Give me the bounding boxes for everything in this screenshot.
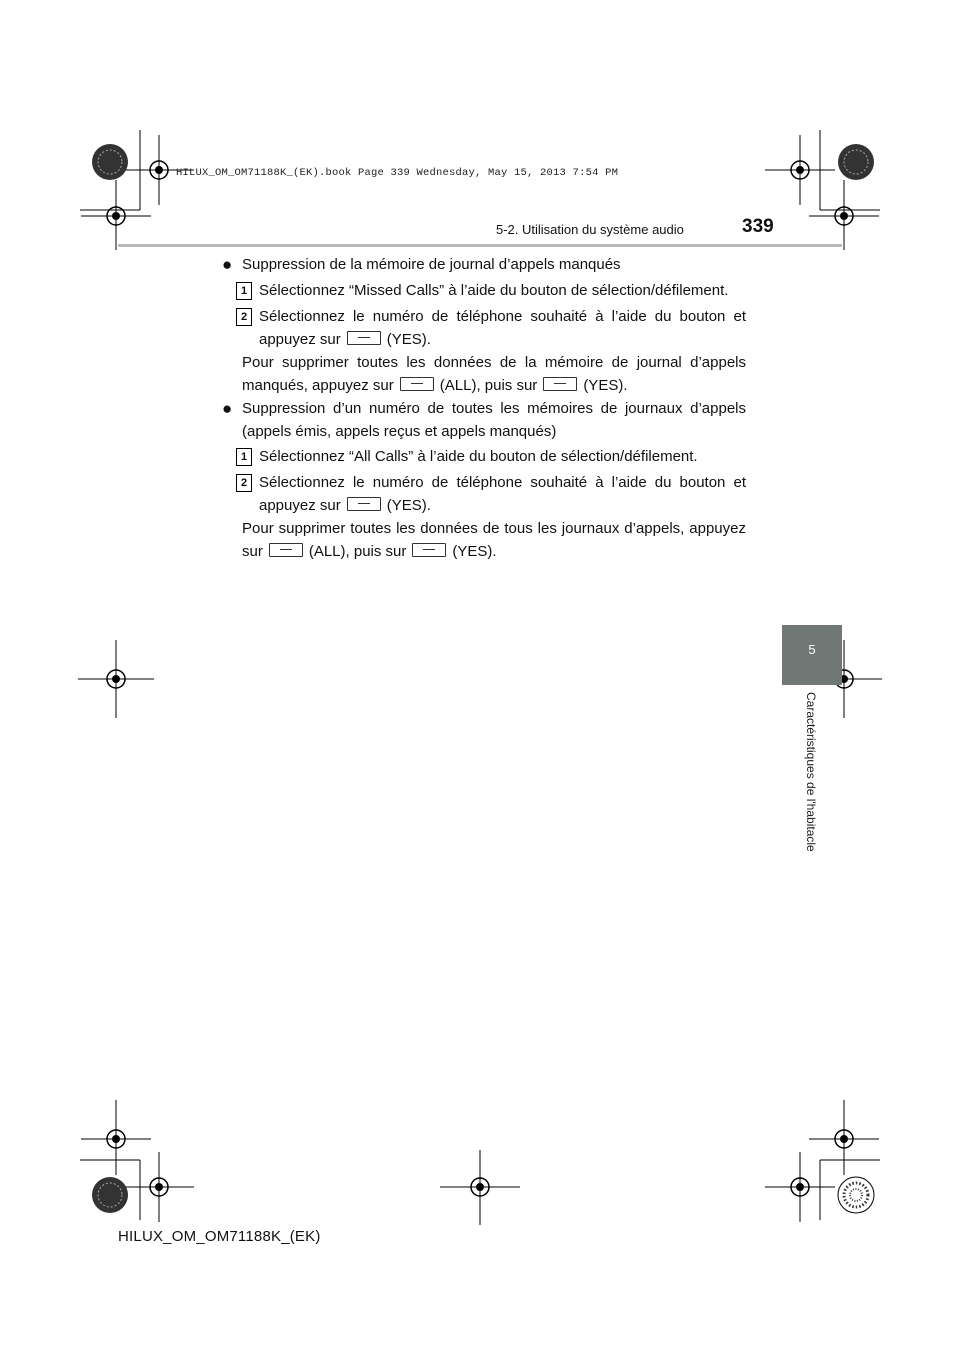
soft-key-icon xyxy=(412,543,446,557)
header-rule xyxy=(118,244,842,247)
block2-step2 xyxy=(259,471,746,517)
block2-note-all: (ALL), puis sur xyxy=(308,543,407,560)
block1-title: Suppression de la mémoire de journal d’appels manqués xyxy=(242,256,621,273)
section-title: 5-2. Utilisation du système audio xyxy=(496,222,684,237)
block2-note-text: Pour supprimer toutes les données de tous les journaux d’appels, appuyez sur xyxy=(242,520,746,560)
print-note: HILUX_OM_OM71188K_(EK).book Page 339 Wednesday, May 15, 2013 7:54 PM xyxy=(176,167,619,179)
block2-step2-text: Sélectionnez le numéro de téléphone souhaité à l’aide du bouton et appuyez sur xyxy=(259,474,746,514)
block2-step2-yes: (YES). xyxy=(386,497,431,514)
soft-key-icon xyxy=(347,497,381,511)
block1-step2-text: Sélectionnez le numéro de téléphone souhaité à l’aide du bouton et appuyez sur xyxy=(259,308,746,348)
chapter-label: Caractéristiques de l'habitacle xyxy=(804,692,818,852)
step-2-badge: 2 xyxy=(236,474,252,492)
bullet-icon: ● xyxy=(222,399,233,418)
footer-code: HILUX_OM_OM71188K_(EK) xyxy=(118,1228,321,1245)
block1-note xyxy=(242,351,746,397)
soft-key-icon xyxy=(543,377,577,391)
block1-step2 xyxy=(259,305,746,351)
step-1-badge: 1 xyxy=(236,448,252,466)
block1-note-yes: (YES). xyxy=(583,377,628,394)
step-2-badge: 2 xyxy=(236,308,252,326)
soft-key-icon xyxy=(347,331,381,345)
soft-key-icon xyxy=(269,543,303,557)
bullet-icon: ● xyxy=(222,255,233,274)
step-1-badge: 1 xyxy=(236,282,252,300)
chapter-number: 5 xyxy=(808,642,816,657)
page-number: 339 xyxy=(742,216,774,237)
soft-key-icon xyxy=(400,377,434,391)
block1-note-all: (ALL), puis sur xyxy=(439,377,538,394)
block2-note-yes: (YES). xyxy=(452,543,497,560)
block1-note-text: Pour supprimer toutes les données de la mémoire de journal d’appels manqués, appuyez sur xyxy=(242,354,746,394)
block1-step1: Sélectionnez “Missed Calls” à l’aide du bouton de sélection/défilement. xyxy=(259,282,729,299)
block2-title: Suppression d’un numéro de toutes les mémoires de journaux d’appels (appels émis, appels reçus et appels manqués) xyxy=(242,400,746,440)
block2-note xyxy=(242,517,746,563)
block1-step2-yes: (YES). xyxy=(386,331,431,348)
block2-step1: Sélectionnez “All Calls” à l’aide du bouton de sélection/défilement. xyxy=(259,448,698,465)
